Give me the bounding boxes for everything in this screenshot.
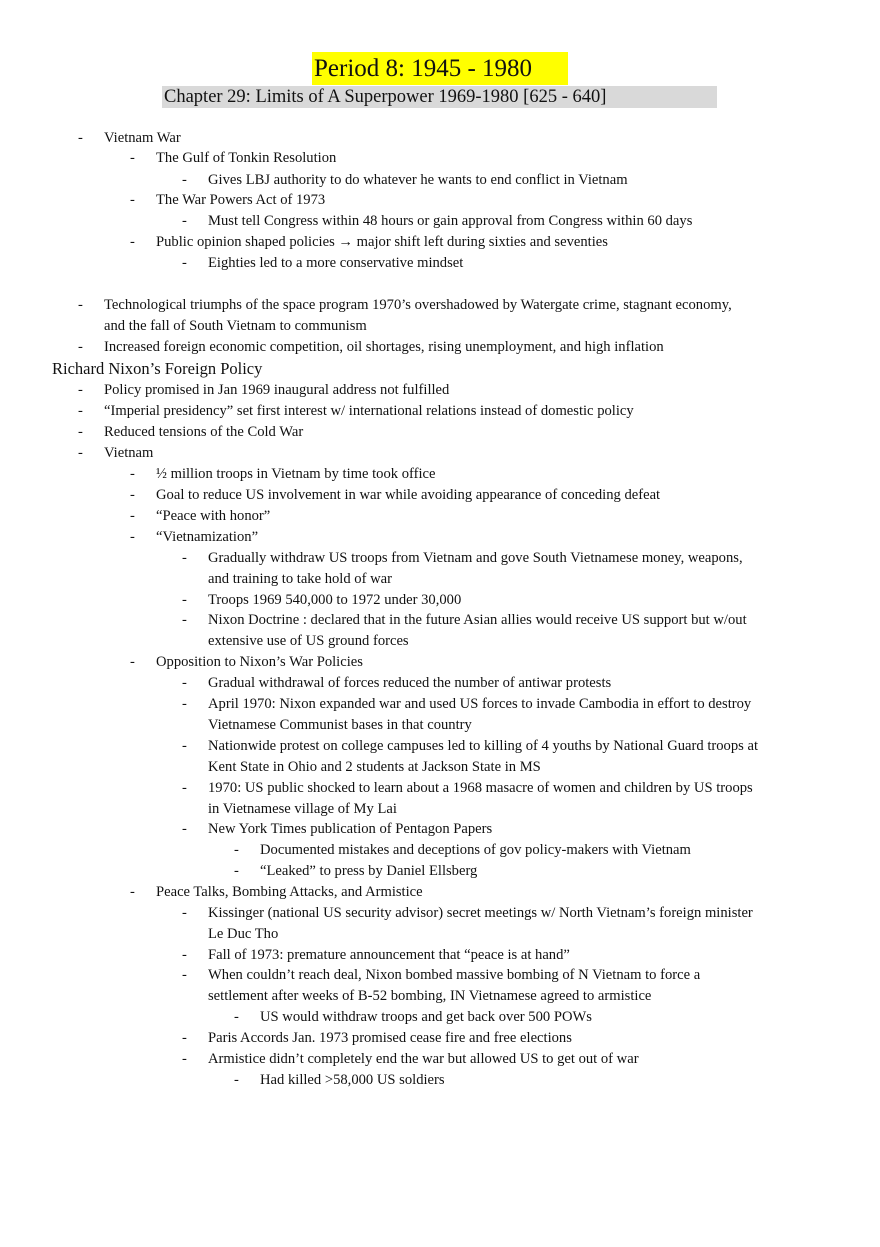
list-item: - Goal to reduce US involvement in war while avoiding appearance of conceding defeat [130, 487, 661, 503]
list-item: - US would withdraw troops and get back over 500 POWs [234, 1009, 592, 1025]
list-item: - Nationwide protest on college campuses led to killing of 4 youths by National Guard troops at Kent State in Ohio and 2 students at Jackson State in MS [182, 738, 758, 775]
list-item: - Kissinger (national US security advisor) secret meetings w/ North Vietnam’s foreign minister Le Duc Tho [182, 905, 753, 942]
list-item: - When couldn’t reach deal, Nixon bombed massive bombing of N Vietnam to force a settlement after weeks of B-52 bombing, IN Vietnamese agreed to armistice [182, 967, 701, 1004]
section-heading: Richard Nixon’s Foreign Policy [52, 359, 263, 378]
list-item: - “Peace with honor” [130, 508, 271, 524]
list-item: - Increased foreign economic competition, oil shortages, rising unemployment, and high inflation [78, 339, 664, 355]
period-title: Period 8: 1945 - 1980 [312, 52, 568, 85]
list-item: - Troops 1969 540,000 to 1972 under 30,000 [182, 592, 462, 608]
list-item: - 1970: US public shocked to learn about a 1968 masacre of women and children by US troops in Vietnamese village of My Lai [182, 780, 753, 817]
list-item: - The Gulf of Tonkin Resolution [130, 150, 337, 166]
list-item: - Reduced tensions of the Cold War [78, 424, 304, 440]
list-item: - Must tell Congress within 48 hours or gain approval from Congress within 60 days [182, 213, 693, 229]
list-item: - Vietnam [78, 445, 154, 461]
list-item: - Eighties led to a more conservative mindset [182, 255, 464, 271]
list-item: - Policy promised in Jan 1969 inaugural address not fulfilled [78, 382, 450, 398]
list-item: - Paris Accords Jan. 1973 promised cease fire and free elections [182, 1030, 572, 1046]
list-item: - Technological triumphs of the space program 1970’s overshadowed by Watergate crime, stagnant economy, and the fall of South Vietnam to communism [78, 297, 732, 334]
chapter-heading: Chapter 29: Limits of A Superpower 1969-1980 [625 - 640] [162, 86, 717, 108]
list-item: - New York Times publication of Pentagon Papers [182, 821, 493, 837]
list-item: - The War Powers Act of 1973 [130, 192, 326, 208]
list-item: - Documented mistakes and deceptions of gov policy-makers with Vietnam [234, 842, 691, 858]
list-item: - Vietnam War [78, 130, 181, 146]
list-item: - Nixon Doctrine : declared that in the future Asian allies would receive US support but w/out extensive use of US ground forces [182, 612, 747, 649]
list-item: - “Leaked” to press by Daniel Ellsberg [234, 863, 478, 879]
list-item: - Public opinion shaped policies → major shift left during sixties and seventies [130, 234, 608, 250]
list-item: - Opposition to Nixon’s War Policies [130, 654, 363, 670]
list-item: - ½ million troops in Vietnam by time took office [130, 466, 436, 482]
list-item: - Fall of 1973: premature announcement that “peace is at hand” [182, 947, 570, 963]
list-item: - Had killed >58,000 US soldiers [234, 1072, 445, 1088]
list-item: - April 1970: Nixon expanded war and used US forces to invade Cambodia in effort to destroy Vietnamese Communist bases in that country [182, 696, 752, 733]
list-item: - Gradually withdraw US troops from Vietnam and gove South Vietnamese money, weapons, and training to take hold of war [182, 550, 743, 587]
list-item: - “Vietnamization” [130, 529, 259, 545]
list-item: - Armistice didn’t completely end the war but allowed US to get out of war [182, 1051, 639, 1067]
list-item: - “Imperial presidency” set first interest w/ international relations instead of domestic policy [78, 403, 634, 419]
list-item: - Gradual withdrawal of forces reduced the number of antiwar protests [182, 675, 612, 691]
list-item: - Gives LBJ authority to do whatever he wants to end conflict in Vietnam [182, 172, 628, 188]
list-item: - Peace Talks, Bombing Attacks, and Armistice [130, 884, 423, 900]
